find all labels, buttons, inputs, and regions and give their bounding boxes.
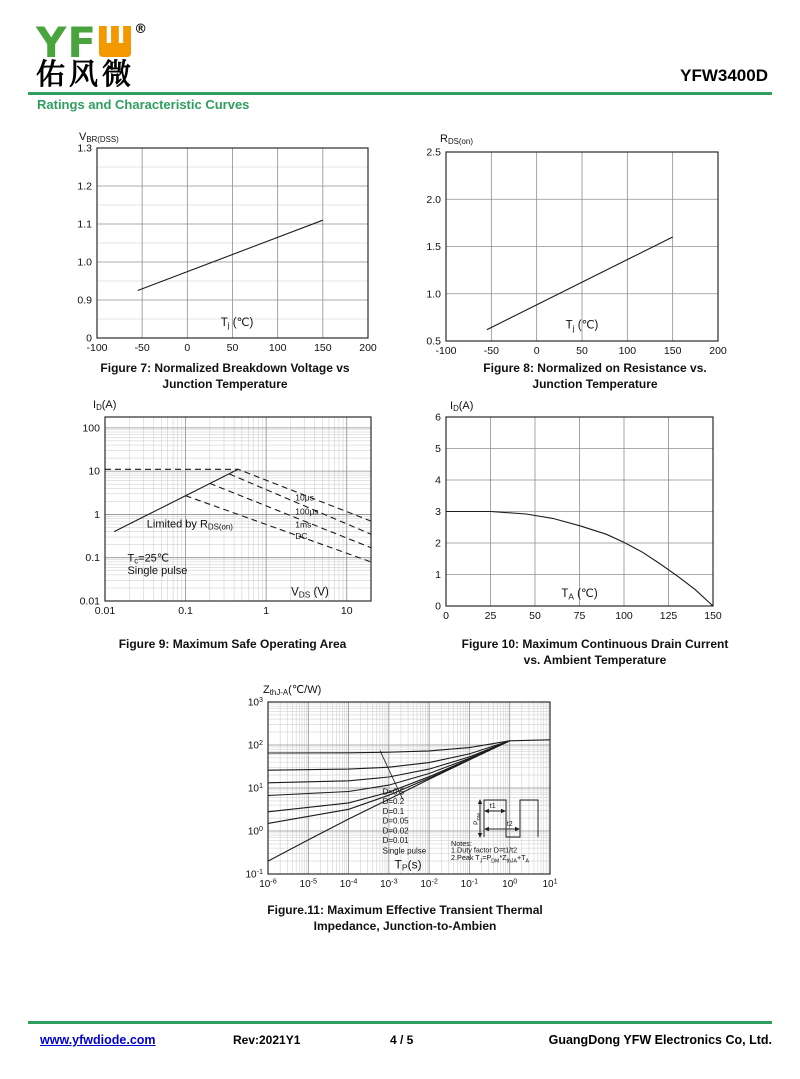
figure7-caption: Figure 7: Normalized Breakdown Voltage vs Junction Temperature: [100, 361, 350, 391]
svg-text:2.5: 2.5: [426, 146, 441, 159]
svg-text:1.0: 1.0: [426, 288, 441, 301]
svg-text:10μs: 10μs: [295, 492, 314, 503]
svg-text:10-2: $10^{-2}$: [420, 876, 438, 890]
svg-text:200: 200: [709, 345, 727, 357]
svg-text:50: 50: [529, 610, 541, 622]
svg-text:2.0: 2.0: [426, 193, 441, 206]
svg-text:100: $10^0$: [502, 876, 518, 890]
svg-text:4: 4: [435, 474, 441, 487]
svg-text:TP(s): TP(s): [394, 857, 422, 873]
svg-text:101: $10^1$: [247, 781, 263, 795]
svg-text:0.9: 0.9: [77, 294, 92, 307]
svg-text:0: 0: [443, 610, 449, 622]
svg-text:Tj (℃): Tj (℃): [565, 319, 599, 333]
svg-text:0: 0: [184, 342, 191, 354]
svg-text:1.5: 1.5: [426, 241, 441, 253]
svg-text:t2: t2: [506, 820, 513, 828]
svg-text:Notes:: Notes:: [451, 838, 472, 848]
svg-text:t1: t1: [489, 803, 496, 811]
company-name: GuangDong YFW Electronics Co, Ltd.: [548, 1033, 772, 1047]
svg-text:6: 6: [435, 411, 441, 424]
registered-mark: ®: [134, 22, 149, 37]
svg-text:1: 1: [435, 569, 441, 581]
svg-text:D=0.05: D=0.05: [382, 816, 409, 826]
svg-text:1.2: 1.2: [77, 180, 92, 193]
revision-label: Rev:2021Y1: [233, 1033, 301, 1047]
svg-text:103: $10^3$: [247, 695, 263, 709]
svg-text:-100: -100: [86, 342, 108, 354]
svg-text:101: $10^1$: [542, 876, 558, 890]
part-number: YFW3400D: [680, 66, 768, 85]
svg-text:D=0.1: D=0.1: [382, 806, 405, 816]
figure10-chart: [420, 395, 770, 647]
svg-text:Tc=25℃: $T_c=25℃$: [127, 552, 170, 566]
svg-text:0.1: 0.1: [85, 552, 100, 565]
svg-text:10: 10: [88, 465, 100, 478]
svg-text:D=0.01: D=0.01: [382, 836, 409, 846]
svg-text:1.3: 1.3: [77, 142, 92, 155]
svg-text:-50: -50: [483, 345, 499, 357]
svg-text:0: 0: [435, 600, 441, 613]
page-number: 4 / 5: [390, 1033, 414, 1047]
svg-text:100: 100: [82, 422, 100, 435]
svg-text:0: 0: [533, 345, 540, 357]
svg-text:2.Peak TJ=PDM*ZthJA+TA: 2.Peak $T_J=P_{DM}*Z_{thJA}+T_A$: [451, 853, 530, 865]
svg-text:1.0: 1.0: [77, 256, 92, 269]
svg-text:50: 50: [576, 345, 588, 357]
svg-text:0.01: 0.01: [94, 605, 116, 617]
svg-text:DC: DC: [295, 531, 308, 542]
figure11-caption: Figure.11: Maximum Effective Transient Thermal Impedance, Junction-to-Ambien: [267, 903, 543, 933]
svg-text:100: 100: [618, 345, 637, 357]
svg-text:ZthJ-A(℃/W): $Z_{thJ-A}(℃/W)$: [263, 684, 322, 698]
svg-text:10: 10: [340, 605, 353, 617]
svg-text:PDM: $P_{DM}$: [472, 813, 482, 825]
website-link[interactable]: www.yfwdiode.com: [40, 1033, 156, 1047]
figure9-container: [60, 398, 405, 645]
figure8-container: [420, 128, 770, 383]
svg-text:-50: -50: [134, 342, 150, 354]
svg-text:10-6: $10^{-6}$: [259, 876, 277, 890]
svg-text:1: 1: [94, 508, 100, 521]
section-title: Ratings and Characteristic Curves: [37, 97, 250, 112]
svg-text:VDS (V): VDS (V): [291, 586, 329, 600]
svg-text:Single pulse: Single pulse: [382, 846, 427, 856]
figure10-container: [420, 395, 770, 647]
figure9-chart: [60, 398, 405, 645]
header-rule: [28, 92, 772, 95]
svg-text:0.1: 0.1: [178, 605, 193, 617]
svg-text:150: 150: [663, 345, 682, 357]
svg-text:D=0.5: D=0.5: [382, 787, 405, 797]
svg-text:1.1: 1.1: [77, 218, 92, 231]
svg-text:25: 25: [484, 610, 497, 622]
svg-text:0: 0: [86, 332, 92, 345]
svg-text:100μs: 100μs: [295, 506, 319, 517]
svg-text:5: 5: [435, 443, 441, 455]
figure11-container: [235, 682, 580, 900]
svg-text:100: 100: [615, 610, 633, 622]
svg-text:50: 50: [226, 342, 239, 354]
figure8-caption: Figure 8: Normalized on Resistance vs. Junction Temperature: [483, 361, 707, 391]
svg-text:100: 100: [268, 342, 287, 354]
svg-text:TA (℃): TA (℃): [561, 588, 598, 602]
svg-text:10-5: $10^{-5}$: [299, 876, 318, 890]
svg-text:3: 3: [435, 506, 441, 518]
figure7-chart: [57, 128, 392, 383]
svg-text:150: 150: [704, 610, 722, 622]
svg-text:Limited by RDS(on): Limited by $R_{DS(on)}$: [146, 518, 233, 532]
logo-text-yf: YF: [36, 18, 98, 67]
logo-chinese-name: 佑风微: [36, 57, 136, 91]
figure11-chart: [235, 682, 580, 900]
svg-text:10-4: $10^{-4}$: [339, 876, 358, 890]
svg-text:ID(A): $I_D(A)$: [450, 400, 474, 414]
svg-text:Tj (℃): Tj (℃): [220, 316, 254, 331]
svg-text:1.Duty factor D=t1/t2: 1.Duty factor D=t1/t2: [451, 845, 518, 855]
svg-text:10-3: $10^{-3}$: [380, 876, 398, 890]
figure7-container: [57, 128, 392, 383]
svg-text:D=0.2: D=0.2: [382, 797, 405, 807]
svg-text:-100: -100: [435, 345, 457, 357]
svg-text:100: $10^0$: [247, 824, 263, 838]
svg-text:200: 200: [359, 342, 377, 354]
svg-text:10-1: $10^{-1}$: [245, 867, 263, 881]
svg-text:10-1: $10^{-1}$: [460, 876, 479, 890]
svg-text:125: 125: [659, 610, 678, 622]
svg-text:1: 1: [263, 605, 270, 617]
figure9-caption: Figure 9: Maximum Safe Operating Area: [118, 637, 347, 651]
svg-text:D=0.02: D=0.02: [382, 826, 409, 836]
svg-text:2: 2: [435, 537, 441, 550]
svg-text:VBR(DSS): $V_{BR(DSS)}$: [79, 131, 119, 145]
svg-text:0.01: 0.01: [79, 595, 100, 608]
svg-text:150: 150: [314, 342, 332, 354]
svg-text:75: 75: [573, 610, 586, 622]
svg-text:0.5: 0.5: [426, 335, 441, 348]
footer-rule: [28, 1021, 772, 1024]
figure10-caption: Figure 10: Maximum Continuous Drain Current vs. Ambient Temperature: [461, 637, 729, 667]
svg-text:ID(A): $I_D(A)$: [93, 399, 117, 413]
figure8-chart: [420, 128, 770, 383]
svg-text:RDS(on): $R_{DS(on)}$: [440, 133, 473, 147]
svg-text:Single pulse: Single pulse: [127, 565, 188, 578]
svg-text:1ms: 1ms: [295, 519, 312, 530]
svg-text:102: $10^2$: [247, 738, 263, 752]
